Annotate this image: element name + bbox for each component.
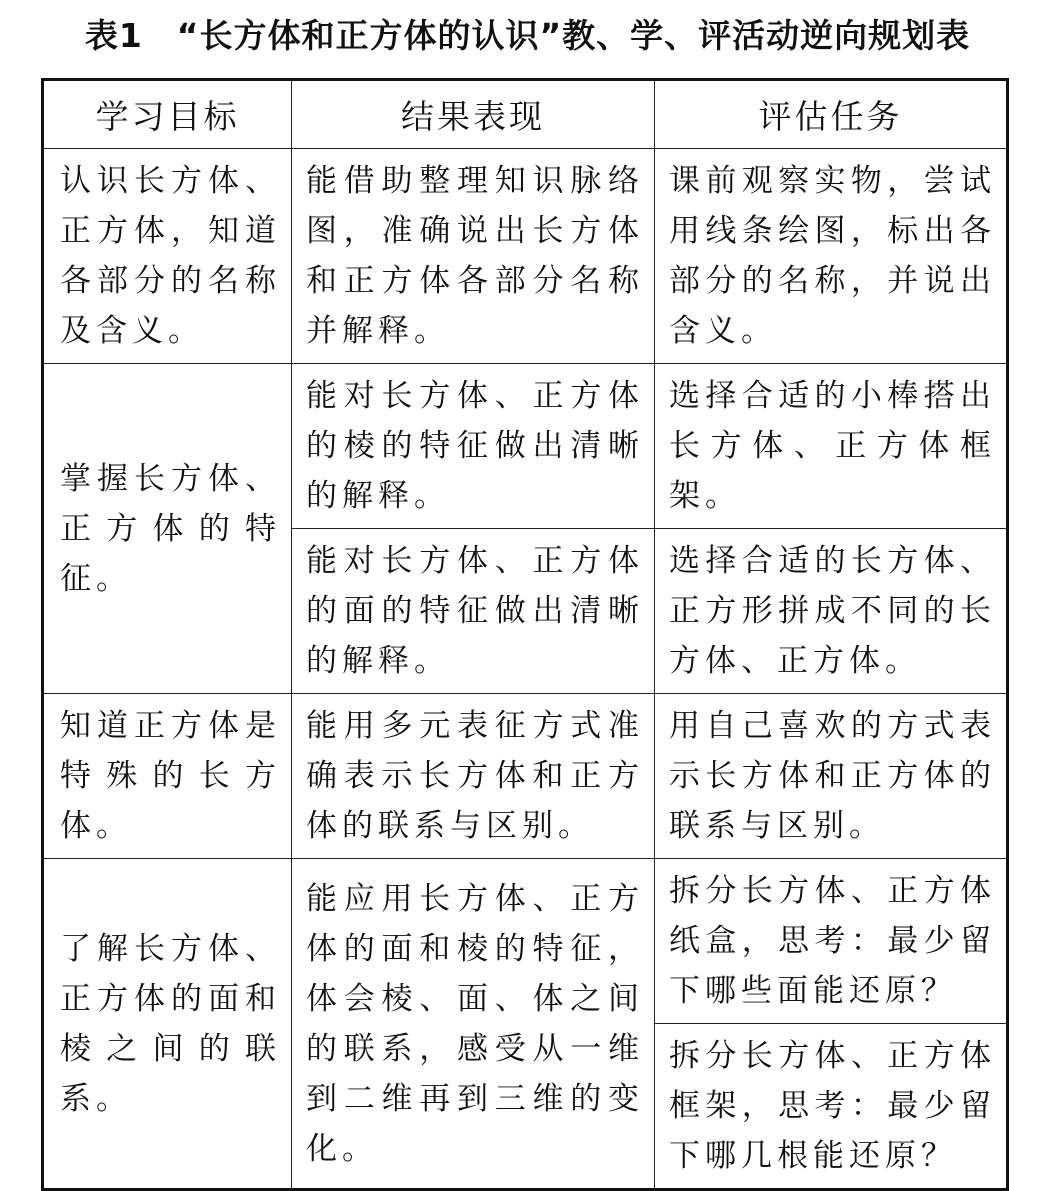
table-number: 表1 [84,16,143,55]
table-row [43,859,1008,1024]
table-row [43,149,1008,364]
task-cell: 拆分长方体、正方体纸盒，思考：最少留下哪些面能还原？ [655,859,1008,1024]
header-assessment-task: 评估任务 [655,80,1008,149]
table-row [43,364,1008,529]
table-row [43,694,1008,859]
task-cell: 选择合适的小棒搭出长方体、正方体框架。 [655,364,1008,529]
planning-table [41,78,1009,1191]
result-cell: 能用多元表征方式准确表示长方体和正方体的联系与区别。 [292,694,655,859]
task-cell: 课前观察实物，尝试用线条绘图，标出各部分的名称，并说出含义。 [655,149,1008,364]
result-cell: 能应用长方体、正方体的面和棱的特征，体会棱、面、体之间的联系，感受从一维到二维再到三维的变化。 [292,859,655,1190]
result-cell: 能对长方体、正方体的棱的特征做出清晰的解释。 [292,364,655,529]
header-result-performance: 结果表现 [292,80,655,149]
result-cell: 能对长方体、正方体的面的特征做出清晰的解释。 [292,529,655,694]
learning-goal-cell: 掌握长方体、正方体的特征。 [43,364,292,694]
learning-goal-cell: 了解长方体、正方体的面和棱之间的联系。 [43,859,292,1190]
header-row [43,80,1008,149]
task-cell: 用自己喜欢的方式表示长方体和正方体的联系与区别。 [655,694,1008,859]
table-caption: “长方体和正方体的认识”教、学、评活动逆向规划表 [176,16,971,55]
learning-goal-cell: 认识长方体、正方体，知道各部分的名称及含义。 [43,149,292,364]
result-cell: 能借助整理知识脉络图，准确说出长方体和正方体各部分名称并解释。 [292,149,655,364]
task-cell: 拆分长方体、正方体框架，思考：最少留下哪几根能还原？ [655,1024,1008,1190]
task-cell: 选择合适的长方体、正方形拼成不同的长方体、正方体。 [655,529,1008,694]
page-title [0,14,1055,58]
learning-goal-cell: 知道正方体是特殊的长方体。 [43,694,292,859]
header-learning-goal: 学习目标 [43,80,292,149]
